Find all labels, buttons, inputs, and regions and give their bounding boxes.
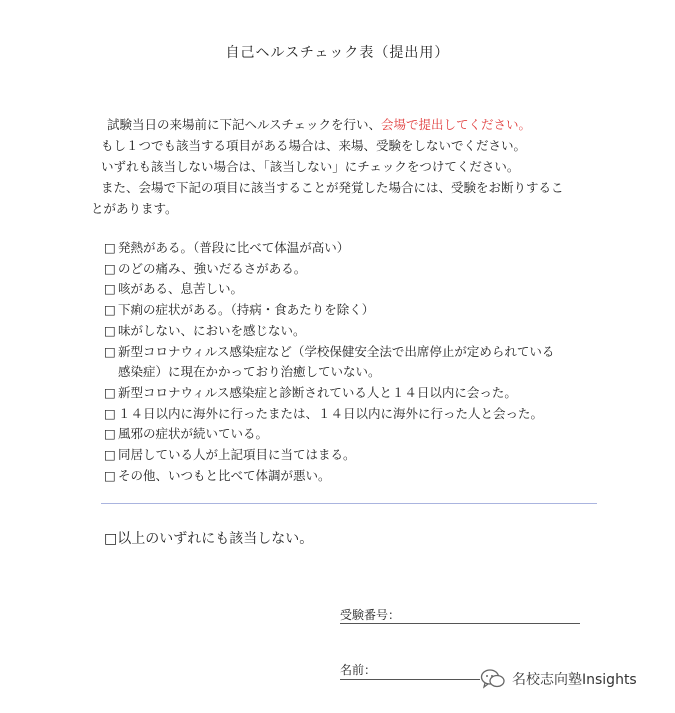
checklist-item-label: 風邪の症状が続いている。: [118, 426, 269, 442]
checklist-item-label: 下痢の症状がある。（持病・食あたりを除く）: [118, 302, 375, 318]
intro-line-1: [95, 114, 595, 135]
wechat-icon: [480, 668, 506, 690]
submit-instruction-red: 会場で提出してください。: [381, 117, 532, 132]
checklist-item-cough[interactable]: [104, 279, 554, 300]
watermark-text: 名校志向塾Insights: [512, 672, 637, 688]
intro-line-1-text: 試験当日の来場前に下記ヘルスチェックを行い、: [107, 117, 382, 132]
none-applicable-checkbox[interactable]: [104, 528, 313, 548]
checklist-item-label: 同居している人が上記項目に当てはまる。: [118, 447, 356, 463]
checklist-item-overseas[interactable]: [104, 404, 554, 425]
checklist-item-label: のどの痛み、強いだるさがある。: [118, 260, 307, 276]
checklist-item-diarrhea[interactable]: [104, 300, 554, 321]
document-title: 自己ヘルスチェック表（提出用）: [225, 45, 450, 61]
checklist-item-throat[interactable]: [104, 259, 554, 280]
checkbox-icon[interactable]: □: [104, 322, 116, 338]
checklist-item-infectious-disease[interactable]: [104, 342, 554, 383]
name-input-line[interactable]: [340, 679, 480, 680]
checklist-item-label: 味がしない、においを感じない。: [118, 322, 306, 338]
checkbox-icon[interactable]: □: [104, 384, 116, 400]
checkbox-icon[interactable]: □: [104, 467, 116, 483]
exam-number-input-line[interactable]: [340, 623, 580, 624]
checkbox-icon[interactable]: □: [104, 281, 116, 297]
checkbox-icon[interactable]: □: [104, 343, 116, 359]
intro-line-5: とがあります。: [91, 201, 178, 216]
checklist-item-label-continued: 感染症）に現在かかっており治癒していない。: [118, 364, 381, 380]
intro-paragraph: [91, 114, 595, 219]
checklist-item-cold[interactable]: [104, 424, 554, 445]
checkbox-icon[interactable]: □: [104, 240, 116, 255]
name-label: 名前：: [340, 663, 377, 677]
checkbox-icon[interactable]: □: [104, 531, 118, 547]
none-applicable-label: 以上のいずれにも該当しない。: [117, 531, 314, 547]
checkbox-icon[interactable]: □: [104, 447, 116, 463]
checklist-item-label: その他、いつもと比べて体調が悪い。: [118, 467, 331, 483]
checkbox-icon[interactable]: □: [104, 426, 116, 442]
checklist-item-fever[interactable]: [104, 238, 554, 259]
checklist-item-label: 新型コロナウィルス感染症と診断されている人と１４日以内に会った。: [118, 384, 517, 400]
exam-number-label: 受験番号：: [340, 608, 401, 622]
section-divider: [101, 503, 597, 504]
checklist-item-household[interactable]: [104, 445, 554, 466]
intro-line-2: もし１つでも該当する項目がある場合は、来場、受験をしないでください。: [101, 138, 527, 153]
checklist-item-taste-smell[interactable]: [104, 321, 554, 342]
intro-line-3: いずれも該当しない場合は、「該当しない」にチェックをつけてください。: [101, 159, 520, 174]
checklist-item-contact[interactable]: [104, 383, 554, 404]
checklist-item-label: 咳がある、息苦しい。: [118, 281, 244, 297]
checkbox-icon[interactable]: □: [104, 260, 116, 276]
checkbox-icon[interactable]: □: [104, 302, 116, 318]
checklist-item-label: 発熱がある。（普段に比べて体温が高い）: [118, 240, 350, 255]
checkbox-icon[interactable]: □: [104, 405, 116, 421]
intro-line-4: また、会場で下記の項目に該当することが発覚した場合には、受験をお断りするこ: [101, 180, 564, 195]
checklist-item-other[interactable]: [104, 466, 554, 487]
checklist-item-label: 新型コロナウィルス感染症など（学校保健安全法で出席停止が定められている: [118, 343, 555, 359]
symptom-checklist: [104, 238, 554, 486]
wechat-watermark: [480, 668, 637, 690]
checklist-item-label: １４日以内に海外に行ったまたは、１４日以内に海外に行った人と会った。: [118, 405, 544, 421]
